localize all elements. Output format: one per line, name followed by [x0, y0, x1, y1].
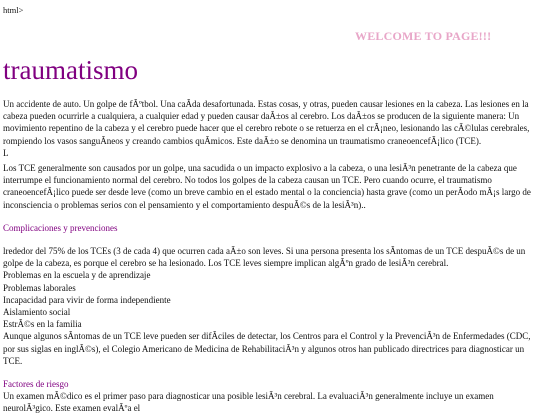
- problems-list: [3, 269, 537, 330]
- risk-factors-paragraph: Un examen mÃ©dico es el primer paso para diagnosticar una posible lesiÃ³n cerebral. La evaluaciÃ³n generalmente incluye un examen neurolÃ³gico. Este examen evalÃºa el: [3, 391, 494, 414]
- causes-paragraph: Los TCE generalmente son causados por un golpe, una sacudida o un impacto explosivo a la cabeza, o una lesiÃ³n penetrante de la cabeza que interrumpe el funcionamiento normal del cerebro. No todos los golpes de la cabeza causan un TCE. Pero cuando ocurre, el traumatismo craneoencefÃ¡lico puede ser desde leve (como un breve cambio en el estado mental o la conciencia) hasta grave (como un perÃodo mÃ¡s largo de inconsciencia o problemas serios con el pensamiento y el comportamiento despuÃ©s de la lesiÃ³n)..: [3, 163, 531, 210]
- list-item: Incapacidad para vivir de forma independiente: [3, 294, 171, 305]
- stray-letter: L: [3, 147, 9, 158]
- welcome-banner: WELCOME TO PAGE!!!: [355, 29, 492, 43]
- list-item: Aislamiento social: [3, 307, 71, 318]
- complications-paragraph: lrededor del 75% de los TCEs (3 de cada 4) que ocurren cada aÃ±o son leves. Si una persona presenta los sÃntomas de un TCE despuÃ©s de un golpe de la cabeza, es porque el cerebro se ha lesionado. Los TCE leves siempre implican algÃºn grado de lesiÃ³n cerebral.: [3, 246, 526, 269]
- list-item: Problemas laborales: [3, 282, 76, 293]
- guidelines-paragraph: Aunque algunos sÃntomas de un TCE leve pueden ser difÃciles de detectar, los Centros para el Control y la PrevenciÃ³n de Enfermedades (CDC, por sus siglas en inglÃ©s), el Colegio Americano de Medicina de RehabilitaciÃ³n y algunos otros han publicado directrices para diagnosticar un TCE.: [3, 331, 531, 366]
- article-body: [3, 98, 537, 415]
- list-item: EstrÃ©s en la familia: [3, 319, 82, 330]
- intro-paragraph: Un accidente de auto. Un golpe de fÃºtbol. Una caÃda desafortunada. Estas cosas, y otras, pueden causar lesiones en la cabeza. Las lesiones en la cabeza pueden ocurrirle a cualquiera, a cualquier edad y pueden causar daÃ±os al cerebro. Los daÃ±os se producen de la siguiente manera: Un movimiento repentino de la cabeza y el cerebro puede hacer que el cerebro rebote o se retuerza en el crÃ¡neo, lesionando las cÃ©lulas cerebrales, rompiendo los vasos sanguÃneos y creando cambios quÃmicos. Este daÃ±o se denomina un traumatismo craneoencefÃ¡lico (TCE).: [3, 99, 530, 146]
- complications-heading: Complicaciones y prevenciones: [3, 222, 118, 233]
- list-item: Problemas en la escuela y de aprendizaje: [3, 270, 151, 281]
- page-title: traumatismo: [3, 55, 138, 85]
- risk-factors-heading: Factores de riesgo: [3, 379, 69, 390]
- stray-html-text: html>: [3, 5, 24, 15]
